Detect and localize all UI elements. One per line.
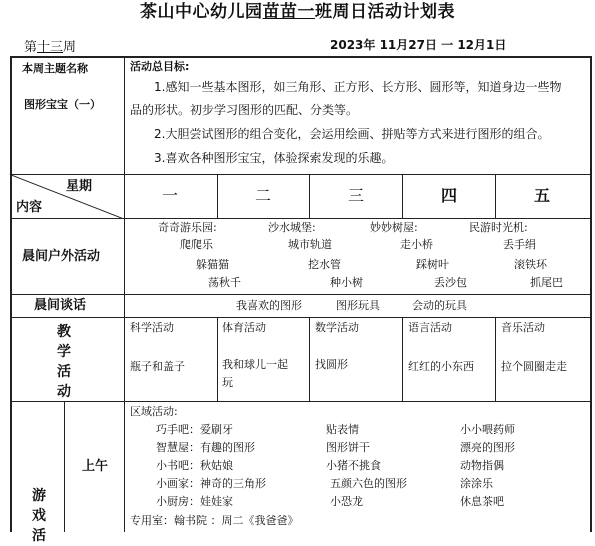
lesson-title: 拉个圆圈走走: [501, 360, 567, 373]
col-divider: [402, 174, 403, 218]
area-item: 小画家：神奇的三角形: [156, 477, 266, 490]
lesson-title: 红红的小东西: [408, 360, 474, 373]
area-item: 小小喂药师: [460, 423, 515, 436]
row-divider: [10, 401, 592, 402]
subject-label: 科学活动: [130, 321, 174, 334]
outdoor-zone: 奇奇游乐园:: [158, 221, 217, 234]
col-divider: [309, 174, 310, 218]
morning-label: 上午: [82, 459, 109, 474]
day-tuesday: 二: [255, 186, 272, 205]
lesson-title-cont: 玩: [222, 376, 233, 389]
area-item: 小书吧：秋姑娘: [156, 459, 233, 472]
table-border-top: [10, 56, 592, 58]
subject-label: 音乐活动: [501, 321, 545, 334]
class-name: 苗苗一: [262, 2, 315, 22]
area-item: 漂亮的图形: [460, 441, 515, 454]
theme-label: 本周主题名称: [22, 62, 88, 75]
subject-label: 数学活动: [315, 321, 359, 334]
week-number: 十三: [37, 40, 64, 55]
col-divider: [217, 174, 218, 218]
area-label: 区域活动:: [130, 405, 178, 418]
area-item: 休息茶吧: [460, 495, 504, 508]
outdoor-zone: 妙妙树屋:: [370, 221, 418, 234]
outdoor-activity: 城市轨道: [288, 238, 332, 251]
talk-label: 晨间谈话: [34, 298, 87, 313]
col-divider: [495, 174, 496, 218]
area-item: 图形饼干: [326, 441, 370, 454]
goal-line: 品的形状。初步学习图形的匹配、分类等。: [130, 103, 359, 117]
talk-topic: 图形玩具: [336, 299, 380, 312]
outdoor-activity: 荡秋千: [208, 276, 241, 289]
date-range: 2023年 11月27日 一 12月1日: [330, 38, 507, 52]
outdoor-activity: 丢手绢: [503, 238, 536, 251]
lesson-title: 瓶子和盖子: [130, 360, 185, 373]
talk-topic: 会动的玩具: [412, 299, 467, 312]
talk-topic: 我喜欢的图形: [236, 299, 302, 312]
day-thursday: 四: [441, 186, 458, 205]
outdoor-activity: 挖水管: [308, 258, 341, 271]
row-divider: [10, 174, 592, 175]
area-item: 巧手吧：爱刷牙: [156, 423, 233, 436]
goals-label: 活动总目标:: [130, 60, 190, 73]
area-item: 五颜六色的图形: [330, 477, 407, 490]
area-item: 小恐龙: [330, 495, 363, 508]
row-divider: [10, 218, 592, 219]
area-item: 贴表情: [326, 423, 359, 436]
lesson-title: 找圆形: [315, 358, 348, 371]
day-monday: 一: [162, 186, 179, 205]
outdoor-zone: 沙水城堡:: [268, 221, 316, 234]
outdoor-zone: 民游时光机:: [469, 221, 528, 234]
header-content-label: 内容: [16, 200, 43, 215]
goal-line: 2.大胆尝试图形的组合变化，会运用绘画、拼贴等方式来进行图形的组合。: [154, 127, 550, 141]
outdoor-activity: 抓尾巴: [530, 276, 563, 289]
col-divider: [124, 56, 125, 532]
area-item: 小猪不挑食: [326, 459, 381, 472]
row-divider: [10, 294, 592, 295]
area-item: 小厨房：娃娃家: [156, 495, 233, 508]
teaching-label: 教学活动: [57, 324, 71, 400]
theme-name: 图形宝宝（一）: [24, 98, 101, 111]
day-wednesday: 三: [348, 186, 365, 205]
outdoor-activity: 踩树叶: [416, 258, 449, 271]
header-week-label: 星期: [66, 179, 93, 194]
area-item: 动物指偶: [460, 459, 504, 472]
special-room: 专用室：翰书院 ：周二《我爸爸》: [130, 514, 299, 527]
lesson-title: 我和球儿一起: [222, 358, 288, 371]
outdoor-activity: 爬爬乐: [180, 238, 213, 251]
outdoor-activity: 种小树: [330, 276, 363, 289]
week-label: [24, 36, 76, 55]
outdoor-activity: 走小桥: [400, 238, 433, 251]
outdoor-label: 晨间户外活动: [22, 249, 101, 264]
outdoor-activity: 丢沙包: [434, 276, 467, 289]
subject-label: 体育活动: [222, 321, 266, 334]
col-divider: [64, 401, 65, 532]
day-friday: 五: [534, 186, 551, 205]
week-prefix: 第: [24, 40, 38, 55]
goal-line: 3.喜欢各种图形宝宝，体验探索发现的乐趣。: [154, 151, 394, 165]
week-suffix: 周: [63, 40, 77, 55]
col-divider: [309, 317, 310, 401]
title-suffix: 班周日活动计划表: [315, 2, 455, 22]
page-title: [0, 0, 595, 24]
games-label: 游戏活: [32, 488, 46, 544]
area-item: 涂涂乐: [460, 477, 493, 490]
outdoor-activity: 躲猫猫: [196, 258, 229, 271]
subject-label: 语言活动: [408, 321, 452, 334]
area-item: 智慧屋：有趣的图形: [156, 441, 255, 454]
row-divider: [10, 317, 592, 318]
goal-line: 1.感知一些基本图形，如三角形、正方形、长方形、圆形等，知道身边一些物: [154, 80, 562, 94]
kindergarten-name: 茶山中心幼儿园: [140, 2, 263, 22]
col-divider: [217, 317, 218, 401]
outdoor-activity: 滚铁环: [514, 258, 547, 271]
col-divider: [495, 317, 496, 401]
col-divider: [402, 317, 403, 401]
